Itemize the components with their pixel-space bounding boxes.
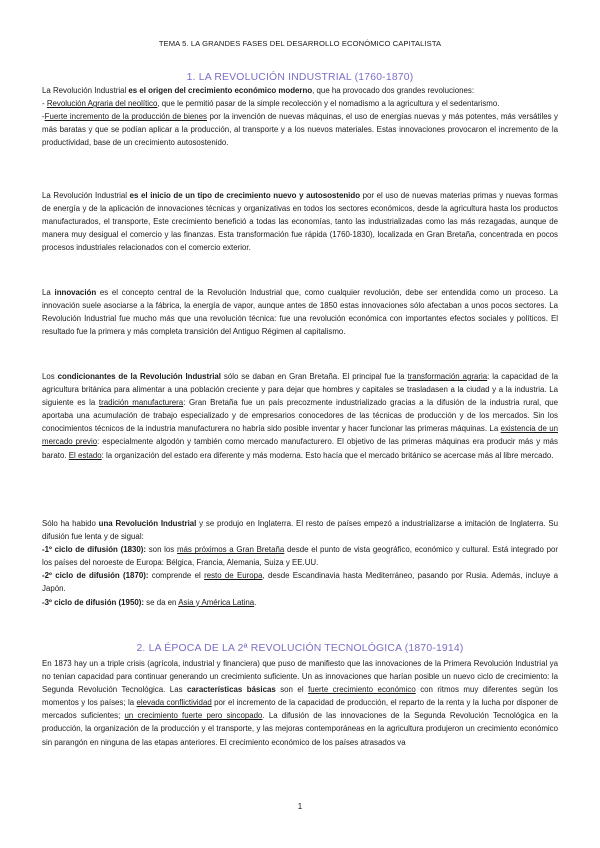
list-item-production: -Fuerte incremento de la producción de bienes por la invención de nuevas máquinas, el uso de energías nuevas y más potentes, más versátiles y más baratas y que se podían aplicar a la producción, al transporte y a los nuevos materiales. Estas innovaciones provocaron el incremento de la productividad, base de un crecimiento autosostenido. bbox=[42, 112, 558, 148]
page-number: 1 bbox=[297, 802, 303, 811]
paragraph-difusion bbox=[42, 517, 558, 609]
paragraph-difusion-intro: Sólo ha habido una Revolución Industrial y se produjo en Inglaterra. El resto de países empezó a industrializarse a imitación de Inglaterra. Su difusión fue lenta y de sigual: bbox=[42, 519, 559, 542]
paragraph-crecimiento: La Revolución Industrial es el inicio de un tipo de crecimiento nuevo y autosostenido por el uso de nuevas materias primas y nuevas formas de energía y de la aplicación de innovaciones técnicas y organizativas en todos los sectores económicos, desde la agricultura hasta los productos manufacturados, el transporte, Este crecimiento benefició a todas las economías, tanto las industrializadas como las más rezagadas, aunque de manera muy desigual el comercio y las finanzas. Esta transformación fue rápida (1760-1830), localizada en Gran Bretaña, concentrada en pocos procesos industriales relacionados con el comercio exterior. bbox=[42, 191, 558, 253]
paragraph-intro: La Revolución Industrial es el origen del crecimiento económico moderno, que ha provocado dos grandes revoluciones: bbox=[42, 86, 475, 95]
section-1-body bbox=[42, 84, 558, 149]
document-title: TEMA 5. LA GRANDES FASES DEL DESARROLLO ECONÓMICO CAPITALISTA bbox=[158, 39, 442, 48]
section-2-body: En 1873 hay un a triple crisis (agrícola, industrial y financiera) que puso de manifiesto que las innovaciones de la Primera Revolución Industrial ya no tenían capacidad para continuar generando un crecimiento suficiente. Un as innovaciones que harían posible un nuevo ciclo de crecimiento: la Segunda Revolución Tecnológica. Las características básicas son el fuerte crecimiento económico con ritmos muy diferentes según los momentos y los países; la elevada conflictividad por el incremento de la capacidad de producción, el reparto de la renta y la lucha por disponer de mercados suficientes; un crecimiento fuerte pero sincopado. La difusión de las innovaciones de la Segunda Revolución Tecnológica en la producción, la organización de la producción y el transporte, y las mejoras contemporáneas en la agricultura produjeron un crecimiento económico sin parangón en ninguna de las etapas anteriores. El crecimiento económico de los países atrasados va bbox=[42, 659, 558, 747]
section-heading-2: 2. LA ÉPOCA DE LA 2ª REVOLUCIÓN TECNOLÓGICA (1870-1914) bbox=[136, 643, 464, 654]
list-item-ciclo-3: -3º ciclo de difusión (1950): se da en Asia y América Latina. bbox=[42, 597, 257, 607]
list-item-ciclo-2: -2º ciclo de difusión (1870): comprende el resto de Europa, desde Escandinavia hasta Mediterráneo, pasando por Rusia. Además, incluye a Japón. bbox=[42, 571, 558, 594]
list-item-ciclo-1: -1º ciclo de difusión (1830): son los más próximos a Gran Bretaña desde el punto de vista geográfico, económico y cultural. Está integrado por los países del noroeste de Europa: Bélgica, Francia, Alemania, Suiza y EE.UU. bbox=[42, 545, 558, 568]
paragraph-condicionantes: Los condicionantes de la Revolución Industrial sólo se daban en Gran Bretaña. El principal fue la transformación agraria: la capacidad de la agricultura británica para alimentar a una población creciente y para dejar que hombres y capitales se trasladasen a la ciudad y a la industria. La siguiente es la tradición manufacturera: Gran Bretaña fue un país precozmente industrializado gracias a la difusión de la industria rural, que aportaba una acumulación de trabajo especializado y de empresarios conocedores de las técnicas de producción y de los mercados. Sin los conocimientos técnicos de la industria manufacturera no habría sido posible inventar y hacer funcionar las primeras máquinas. La existencia de un mercado previo: especialmente algodón y también como mercado manufacturero. El objetivo de las primeras máquinas era producir más y más barato. El estado: la organización del estado era diferente y más moderna. Esto hacía que el mercado británico se acercase más al libre mercado. bbox=[42, 372, 558, 460]
paragraph-innovacion: La innovación es el concepto central de la Revolución Industrial que, como cualquier revolución, debe ser entendida como un proceso. La innovación suele asociarse a la fábrica, la energía de vapor, aunque antes de 1850 estas innovaciones sólo afectaban a unos pocos sectores. La Revolución Industrial fue mucho más que una revolución técnica: fue una revolución económica con importantes efectos sociales y políticos. El resultado fue la primera y más completa transición del Antiguo Régimen al capitalismo. bbox=[42, 288, 558, 337]
section-heading-1: 1. LA REVOLUCIÓN INDUSTRIAL (1760-1870) bbox=[186, 72, 414, 83]
list-item-agrarian: - Revolución Agraria del neolítico, que le permitió pasar de la simple recolección y el nomadismo a la agricultura y el sedentarismo. bbox=[42, 99, 500, 109]
